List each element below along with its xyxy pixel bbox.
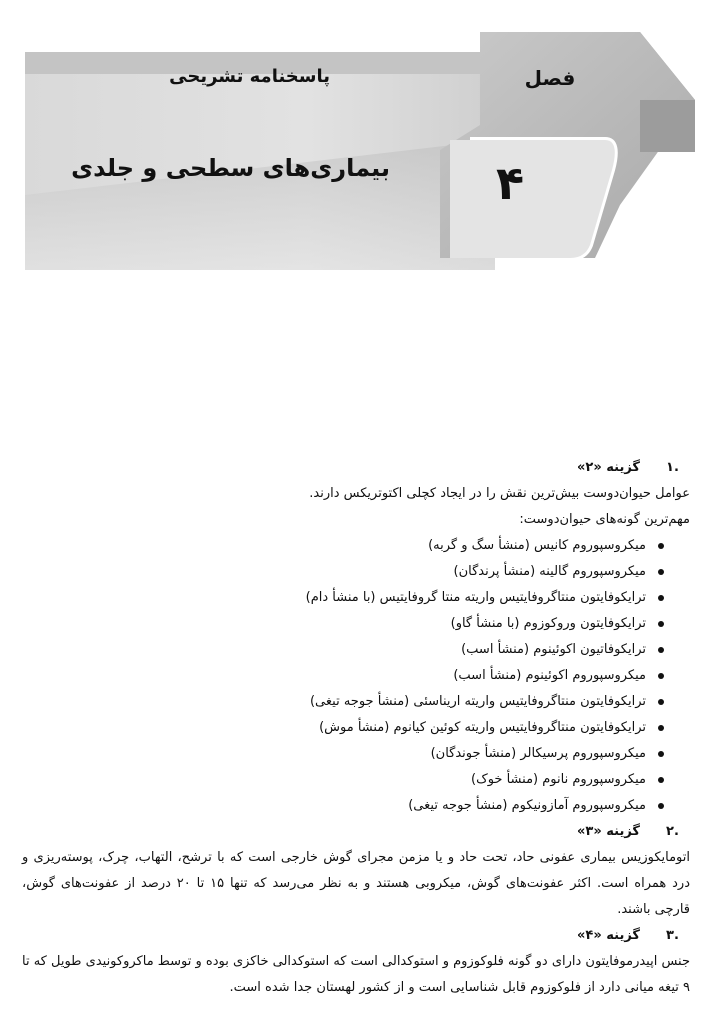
question-heading bbox=[22, 819, 690, 845]
chapter-title: بیماری‌های سطحی و جلدی bbox=[71, 154, 390, 182]
question-number: .۳ bbox=[666, 928, 679, 943]
question-block bbox=[22, 455, 690, 819]
question-number: .۱ bbox=[666, 460, 679, 475]
question-heading bbox=[22, 923, 690, 949]
species-list bbox=[22, 533, 690, 819]
answer-option: گزینه «۴» bbox=[577, 928, 640, 943]
list-item: ترایکوفایتون منتاگروفایتیس واریته کوئین کیانوم (منشأ موش) bbox=[22, 715, 664, 741]
list-item: ترایکوفایتون منتاگروفایتیس واریته منتا گروفایتیس (با منشأ دام) bbox=[22, 585, 664, 611]
answer-option: گزینه «۳» bbox=[577, 824, 640, 839]
list-item: میکروسپوروم اکوئینوم (منشأ اسب) bbox=[22, 663, 664, 689]
answer-paragraph: اتومایکوزیس بیماری عفونی حاد، تحت حاد و یا مزمن مجرای گوش خارجی است که با ترشح، التهاب، چرک، پوسته‌ریزی و درد همراه است. اکثر عفونت‌های گوش، میکروبی هستند و به نظر می‌رسد که تنها ۱۵ تا ۲۰ درصد از عفونت‌های گوش، قارچی باشند. bbox=[22, 850, 690, 917]
question-heading bbox=[22, 455, 690, 481]
question-block bbox=[22, 923, 690, 1001]
question-block bbox=[22, 819, 690, 923]
answer-paragraph: جنس اپیدرموفایتون دارای دو گونه فلوکوزوم و استوکدالی است که استوکدالی خاکزی بوده و توسط ماکروکونیدی طویل که تا ۹ تیغه میانی دارد از فلوکوزوم قابل شناسایی است و از کشور لهستان جدا شده است. bbox=[21, 954, 690, 995]
chapter-header-graphic bbox=[0, 0, 712, 290]
chapter-side-bar bbox=[640, 100, 695, 152]
chapter-label: فصل bbox=[524, 66, 576, 90]
list-item: ترایکوفایتون منتاگروفایتیس واریته اریناسئی (منشأ جوجه تیغی) bbox=[22, 689, 664, 715]
answer-option: گزینه «۲» bbox=[577, 460, 640, 475]
answer-paragraph: مهم‌ترین گونه‌های حیوان‌دوست: bbox=[519, 512, 690, 527]
list-item: میکروسپوروم کانیس (منشأ سگ و گربه) bbox=[22, 533, 664, 559]
answer-paragraph: عوامل حیوان‌دوست بیش‌ترین نقش را در ایجاد کچلی اکتوتریکس دارند. bbox=[309, 486, 690, 501]
list-item: میکروسپوروم پرسیکالر (منشأ جوندگان) bbox=[22, 741, 664, 767]
list-item: میکروسپوروم گالینه (منشأ پرندگان) bbox=[22, 559, 664, 585]
list-item: ترایکوفایتون وروکوزوم (با منشأ گاو) bbox=[22, 611, 664, 637]
list-item: میکروسپوروم آمازونیکوم (منشأ جوجه تیغی) bbox=[22, 793, 664, 819]
list-item: ترایکوفاتیون اکوئینوم (منشأ اسب) bbox=[22, 637, 664, 663]
answer-key-subtitle: پاسخنامه تشریحی bbox=[169, 66, 330, 87]
list-item: میکروسپوروم نانوم (منشأ خوک) bbox=[22, 767, 664, 793]
answers-content bbox=[22, 455, 690, 1001]
question-number: .۲ bbox=[666, 824, 679, 839]
chapter-number: ۴ bbox=[495, 156, 525, 210]
